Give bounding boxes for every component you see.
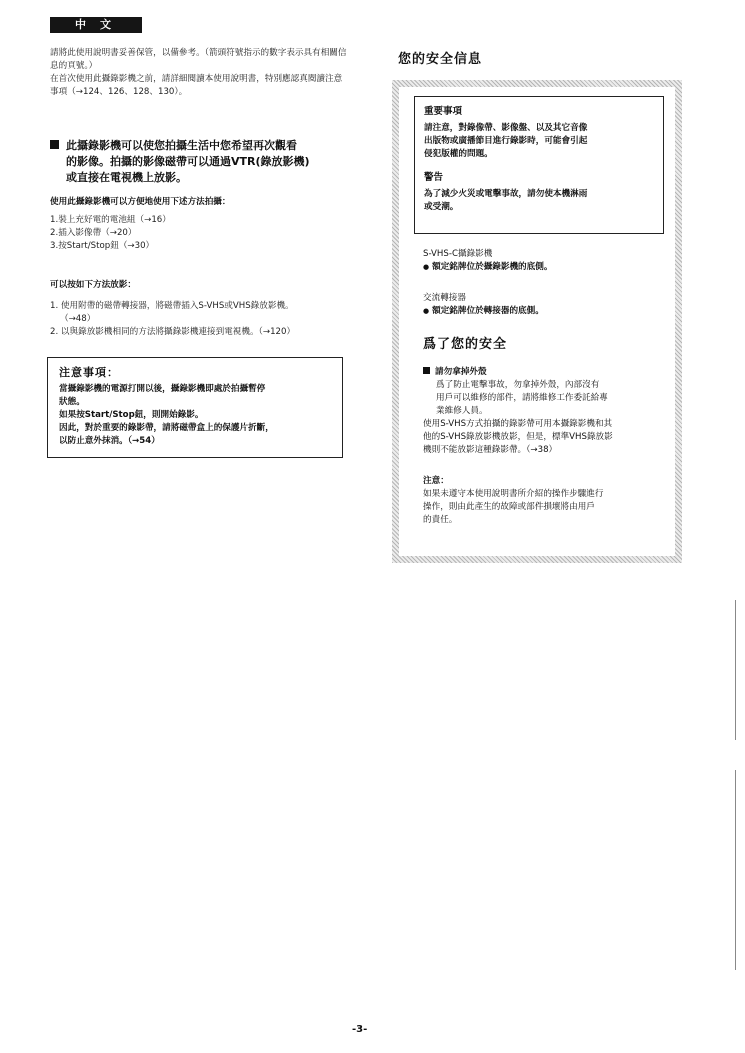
shooting-title: 使用此攝錄影機可以方便地使用下述方法拍攝： [50,197,231,207]
caution-section [423,366,666,457]
list-item: 2.插入影像帶（→20） [50,228,137,238]
note-box [47,357,343,458]
square-bullet-icon [423,367,430,374]
shooting-list [50,214,348,253]
camcorder-plate-text: ● 額定銘牌位於攝錄影機的底側。 [423,261,668,274]
intro-paragraph: 在首次使用此攝錄影機之前，請詳細閱讀本使用說明書，特別應認真閱讀注意事項（→124、126、128、130）。 [50,74,343,97]
list-item: 1. 使用附帶的磁帶轉接器，將磁帶插入S-VHS或VHS錄放影機。 [50,301,294,311]
camcorder-plate-note [423,248,668,274]
lead-line: 或直接在電視機上放影。 [66,171,187,184]
caution-line: 使用S-VHS方式拍攝的錄影帶可用本攝錄影機和其 [423,419,613,429]
adaptor-plate-text: ● 額定銘牌位於轉接器的底側。 [423,305,668,318]
list-item: 3.按Start/Stop鈕（→30） [50,241,155,251]
caution-line: 爲了防止電擊事故，勿拿掉外殼，內部沒有 [436,380,600,390]
warning-line: 為了減少火災或電擊事故，請勿使本機淋雨 [424,189,588,199]
list-item: 1.裝上充好電的電池組（→16） [50,215,171,225]
important-line: 請注意，對錄像帶、影像盤、以及其它音像 [424,123,588,133]
camcorder-plate-heading: S-VHS-C攝錄影機 [423,249,493,259]
note-line: 如果按Start/Stop鈕，則開始錄影。 [59,410,204,420]
lead-statement [50,138,350,186]
attention-line: 的責任。 [423,515,458,525]
important-line: 侵犯版權的問題。 [424,149,493,159]
note-line: 以防止意外抹消。（→54） [59,436,160,446]
intro-paragraph: 請將此使用說明書妥善保管，以備參考。（箭頭符號指示的數字表示具有相關信息的頁號。） [50,48,347,71]
shooting-steps [50,196,348,253]
important-line: 出版物或廣播節目進行錄影時，可能會引起 [424,136,588,146]
playback-list [50,300,348,339]
attention-section [423,475,666,527]
page-edge-mark [735,600,736,740]
attention-line: 如果未遵守本使用說明書所介紹的操作步驟進行 [423,489,604,499]
important-heading: 重要事項 [424,106,463,117]
note-line: 當攝錄影機的電源打開以後，攝錄影機即處於拍攝暫停 [59,384,266,394]
warning-line: 或受潮。 [424,202,459,212]
note-line: 因此，對於重要的錄影帶，請將磁帶盒上的保護片折斷， [59,423,274,433]
safety-info-title: 您的安全信息 [398,52,483,67]
note-heading: 注意事項： [59,366,119,379]
attention-line: 操作，則由此產生的故障或部件損壞將由用戶 [423,502,595,512]
adaptor-plate-note [423,292,668,318]
playback-title: 可以按如下方法放影： [50,280,136,290]
square-bullet-icon [50,140,59,149]
list-item: 2. 以與錄放影機相同的方法將攝錄影機連接到電視機。（→120） [50,327,296,337]
attention-heading: 注意： [423,476,449,486]
page-edge-mark [735,770,736,970]
lead-line: 此攝錄影機可以使您拍攝生活中您希望再次觀看 [50,138,350,154]
adaptor-plate-heading: 交流轉接器 [423,293,466,303]
language-tab: 中文 [50,17,142,33]
warning-heading: 警告 [424,172,444,183]
intro-text [50,47,348,99]
for-your-safety-title: 爲了您的安全 [423,337,508,352]
caution-line: 他的S-VHS錄放影機放影，但是，標準VHS錄放影 [423,432,613,442]
caution-line: 業維修人員。 [436,406,488,416]
caution-line: 機則不能放影這種錄影帶。（→38） [423,445,558,455]
list-item: （→48） [60,314,96,324]
lead-line: 的影像。拍攝的影像磁帶可以通過VTR(錄放影機) [66,155,310,168]
caution-heading: 請勿拿掉外殼 [423,366,666,379]
caution-line: 用戶可以維修的部件，請將維修工作委託給專 [436,393,608,403]
page-number: -3- [352,1024,368,1035]
note-line: 狀態。 [59,397,85,407]
playback-steps [50,279,348,339]
important-warning-box [414,96,664,234]
